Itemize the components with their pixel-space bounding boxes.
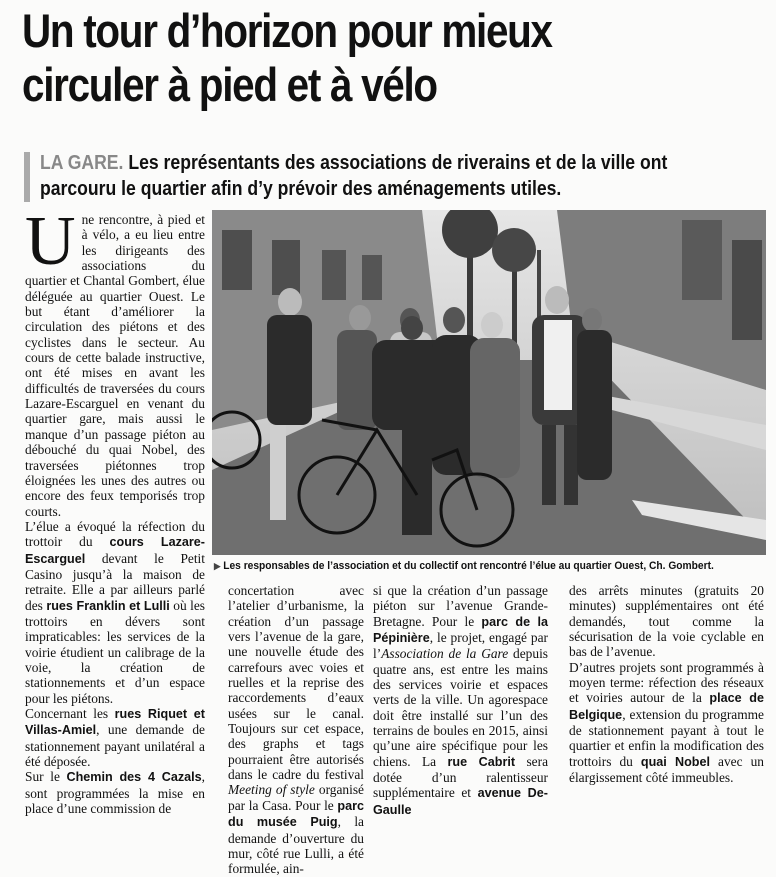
paragraph-1: Une rencontre, à pied et à vélo, a eu lieu entre les dirigeants des associations du quartier et Chantal Gombert, élue déléguée au quartier Ouest. Le but étant d’améliorer la circulation des piétons et des cyclistes dans le secteur. Au cours de cette balade instructive, ont été mises en avant les difficultés de traversées du cours Lazare-Escarguel en venant du quartier gare, mais aussi le manque d’un passage piéton au débouché du quai Nobel, des traversées piétonnes trop éloignées les unes des autres ou encore des feux temporisés trop courts. <box>25 203 205 519</box>
headline-line-1: Un tour d’horizon pour mieux <box>22 4 552 57</box>
column-4-paragraph-1: des arrêts minutes (gratuits 20 minutes) supplémentaires ont été demandés, tout comme la sécurisation de la voie cyclable en bas de l’avenue. <box>569 583 764 660</box>
article-column-3 <box>373 583 548 818</box>
group-photo <box>212 210 766 555</box>
photo-caption: ▶ Les responsables de l’association et du collectif ont rencontré l’élue au quartier Ouest, Ch. Gombert. <box>214 560 714 572</box>
column-3-text: si que la création d’un passage piéton sur l’avenue Grande-Bretagne. Pour le parc de la Pépinière, le projet, engagé par l’Association de la Gare depuis quatre ans, est entre les mains des services voirie et espaces verts de la ville. Un agorespace doit être installé sur l’un des terrains de boules en 2015, ainsi qu’une aire spécifique pour les chiens. La rue Cabrit sera dotée d’un ralentisseur supplémentaire et avenue De-Gaulle <box>373 583 549 817</box>
lead-kicker: LA GARE. <box>40 152 124 174</box>
paragraph-3: Concernant les rues Riquet et Villas-Amiel, une demande de stationnement payant unilatéral a été déposée. <box>25 706 205 770</box>
street-scene-image <box>212 210 766 555</box>
headline <box>22 4 663 112</box>
drop-cap: U <box>25 203 76 280</box>
article-column-4 <box>569 583 764 785</box>
caption-triangle-icon: ▶ <box>214 561 221 571</box>
lead-accent-bar <box>24 152 30 202</box>
lead-paragraph <box>40 150 687 202</box>
paragraph-4: Sur le Chemin des 4 Cazals, sont programmées la mise en place d’une commission de <box>25 769 205 817</box>
article-column-1 <box>25 203 205 817</box>
lead-line-2: parcouru le quartier afin d’y prévoir des aménagements utiles. <box>40 178 562 200</box>
article-column-2 <box>228 583 364 877</box>
column-4-paragraph-2: D’autres projets sont programmés à moyen terme: réfection des réseaux et voiries autour de la place de Belgique, extension du programme de stationnement payant à tout le quartier et enfin la modification des trottoirs du quai Nobel avec un élargissement côté immeubles. <box>569 659 764 786</box>
lead-line-1: Les représentants des associations de riverains et de la ville ont <box>128 152 668 174</box>
paragraph-2: L’élue a évoqué la réfection du trottoir du cours Lazare-Escarguel devant le Petit Casino jusqu’à la maison de retraite. Elle a par ailleurs parlé des rues Franklin et Lulli où les trottoirs en dévers sont impraticables: les services de la voirie étudient un calibrage de la voie, la création de stationnements et d’un espace pour les piétons. <box>25 518 205 706</box>
column-2-text: concertation avec l’atelier d’urbanisme, la création d’un passage vers l’avenue de la gare, une nouvelle étude des carrefours avec voies et ruelles et la reprise des raccordements d’eaux usées sur le canal. Toujours sur cet espace, des graphs et tags pourraient être autorisés dans le cadre du festival Meeting of style organisé par la Casa. Pour le parc du musée Puig, la demande d’ouverture du mur, côté rue Lulli, a été formulée, ain- <box>228 583 365 877</box>
headline-line-2: circuler à pied et à vélo <box>22 58 437 111</box>
